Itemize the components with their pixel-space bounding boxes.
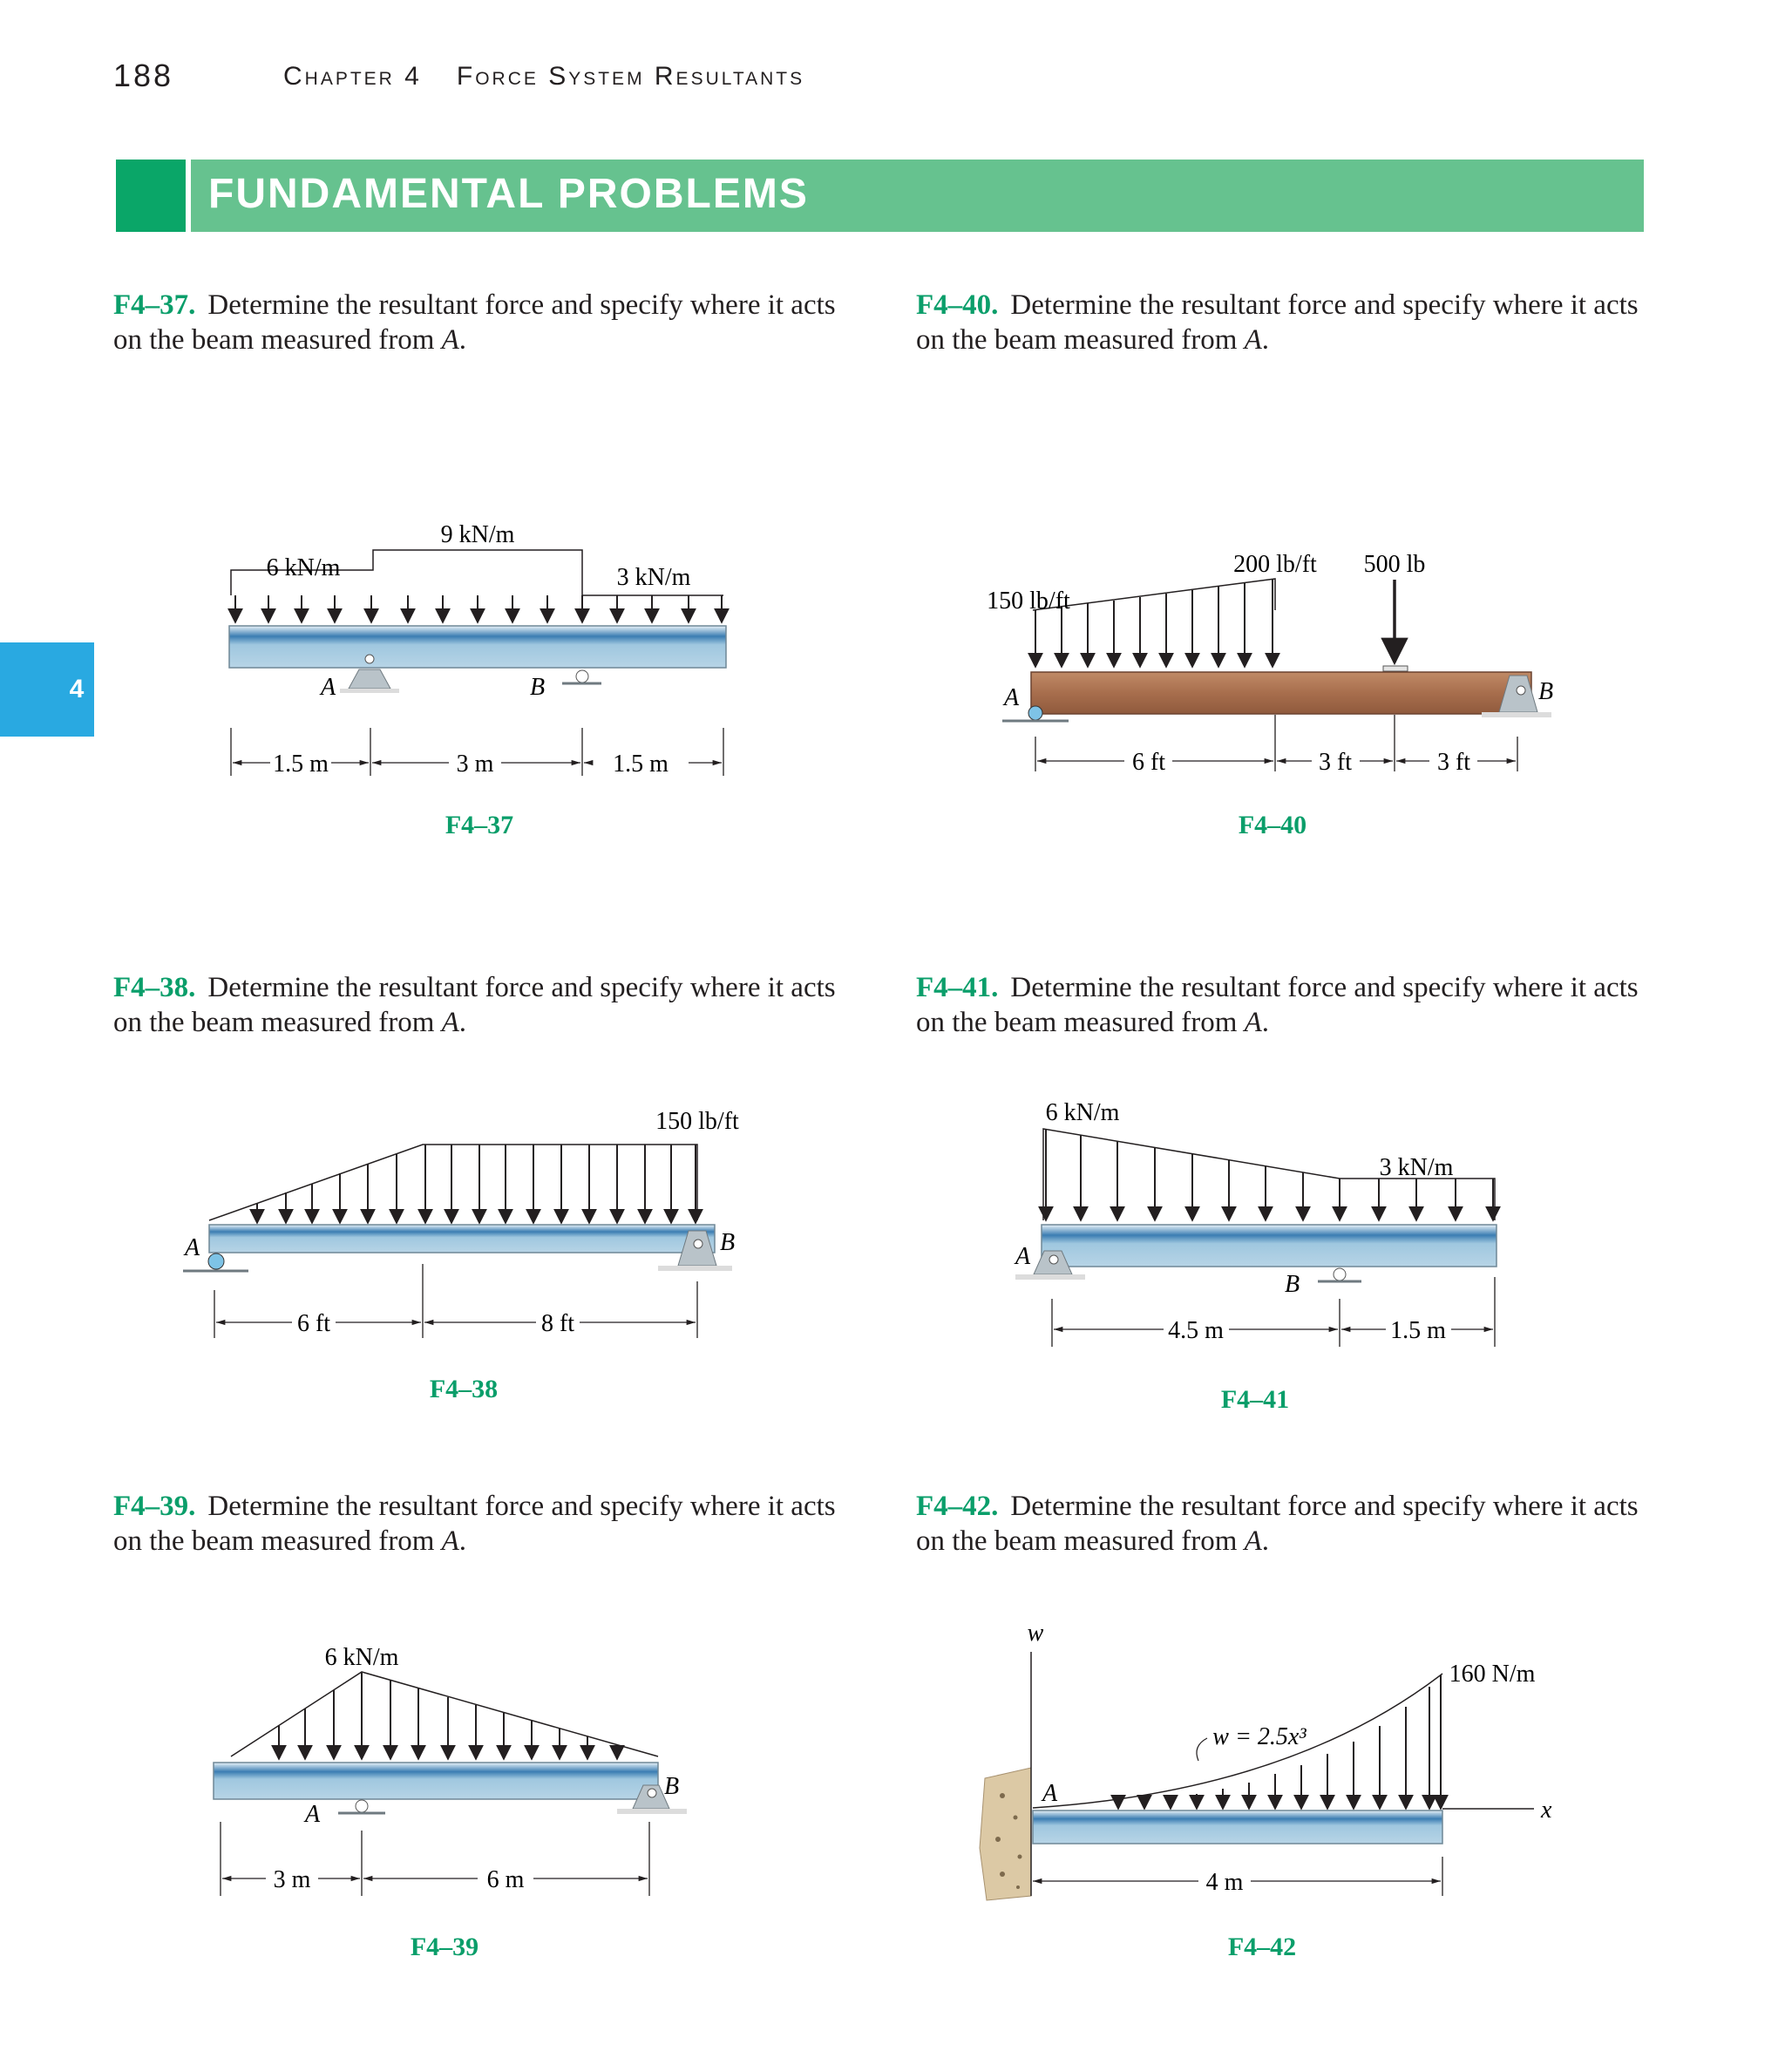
load-label: 3 kN/m (616, 564, 691, 591)
roller-support (356, 1800, 368, 1812)
load-label: 3 kN/m (1379, 1154, 1454, 1181)
problem-text: Determine the resultant force and specify where it acts on the beam measured from A. (113, 289, 836, 356)
distributed-load-arrows (235, 595, 722, 622)
dimension-label: 8 ft (540, 1310, 575, 1337)
chapter-title: Force System Resultants (456, 62, 805, 91)
section-title: FUNDAMENTAL PROBLEMS (208, 171, 809, 217)
figure-caption: F4–39 (410, 1933, 479, 1961)
figure-f4-37 (229, 521, 726, 839)
beam (1031, 672, 1531, 714)
point-label: B (664, 1773, 680, 1800)
point-label: B (530, 674, 546, 701)
load-label: 6 kN/m (1045, 1099, 1120, 1126)
chapter-side-tab: 4 (0, 642, 94, 737)
figure-f4-39 (214, 1644, 687, 1961)
figure-f4-41 (1014, 1099, 1497, 1414)
dimension-label: 3 m (273, 1866, 311, 1893)
figure-f4-42 (980, 1620, 1552, 1961)
point-label: A (185, 1234, 200, 1261)
load-equation: w = 2.5x³ (1212, 1723, 1307, 1750)
problem-number: F4–37. (113, 289, 196, 321)
point-label: B (720, 1229, 736, 1256)
dimension-label: 6 ft (1131, 749, 1166, 776)
point-label: A (1042, 1780, 1058, 1807)
load-label: 200 lb/ft (1233, 551, 1317, 578)
point-label: A (321, 674, 336, 701)
figure-caption: F4–41 (1220, 1385, 1290, 1414)
problem-number: F4–39. (113, 1491, 196, 1522)
roller-support (1334, 1268, 1346, 1281)
figure-caption: F4–38 (429, 1375, 499, 1403)
problem-text: Determine the resultant force and specify where it acts on the beam measured from A. (916, 1491, 1639, 1557)
load-label: 9 kN/m (440, 521, 515, 548)
problem-number: F4–38. (113, 972, 196, 1003)
roller-support (1028, 706, 1042, 720)
beam (1033, 1810, 1442, 1844)
dimension-label: 3 ft (1318, 749, 1353, 776)
problem-number: F4–42. (916, 1491, 999, 1522)
load-label: 150 lb/ft (655, 1108, 739, 1135)
point-label: B (1538, 678, 1554, 705)
problem-number: F4–41. (916, 972, 999, 1003)
dimension-label: 4.5 m (1168, 1317, 1224, 1344)
load-label: 150 lb/ft (987, 588, 1070, 615)
problem-text: Determine the resultant force and specify where it acts on the beam measured from A. (916, 972, 1639, 1038)
figure-caption: F4–42 (1227, 1933, 1297, 1961)
dimension-label: 3 m (456, 751, 494, 778)
axis-label: x (1541, 1797, 1552, 1824)
problem-text: Determine the resultant force and specify where it acts on the beam measured from A. (113, 972, 836, 1038)
figure-f4-40 (987, 551, 1553, 839)
problem-number: F4–40. (916, 289, 999, 321)
figure-caption: F4–37 (445, 811, 514, 839)
problem-text: Determine the resultant force and specify where it acts on the beam measured from A. (916, 289, 1639, 356)
load-label: 500 lb (1363, 551, 1426, 578)
dimension-label: 6 ft (296, 1310, 331, 1337)
dimension-label: 1.5 m (1390, 1317, 1446, 1344)
distributed-load-arrows (257, 1145, 696, 1223)
dimension-label: 3 ft (1436, 749, 1471, 776)
distributed-load-arrows (279, 1673, 617, 1759)
axis-label: w (1027, 1620, 1044, 1647)
load-label: 6 kN/m (324, 1644, 399, 1671)
beam (1042, 1225, 1497, 1267)
dimension-label: 6 m (486, 1866, 525, 1893)
fixed-wall (980, 1768, 1031, 1900)
pin-support (349, 669, 390, 689)
roller-support (208, 1253, 224, 1269)
beam (229, 626, 726, 668)
point-label: A (1015, 1243, 1031, 1270)
dimension-label: 4 m (1205, 1869, 1244, 1896)
page-number: 188 (113, 58, 174, 93)
dimension-label: 1.5 m (273, 751, 329, 778)
load-label: 6 kN/m (266, 554, 341, 581)
chapter-label: Chapter 4 (283, 62, 422, 91)
point-label: A (305, 1801, 321, 1828)
figure-f4-38 (183, 1108, 739, 1403)
point-label: A (1004, 684, 1020, 711)
roller-support (576, 670, 588, 683)
problem-text: Determine the resultant force and specify where it acts on the beam measured from A. (113, 1491, 836, 1557)
dimension-label: 1.5 m (613, 751, 669, 778)
beam (209, 1225, 715, 1253)
beam (214, 1763, 658, 1799)
load-label: 160 N/m (1449, 1661, 1536, 1688)
figure-caption: F4–40 (1238, 811, 1307, 839)
point-label: B (1285, 1271, 1300, 1298)
distributed-load-arrows (1035, 580, 1273, 667)
